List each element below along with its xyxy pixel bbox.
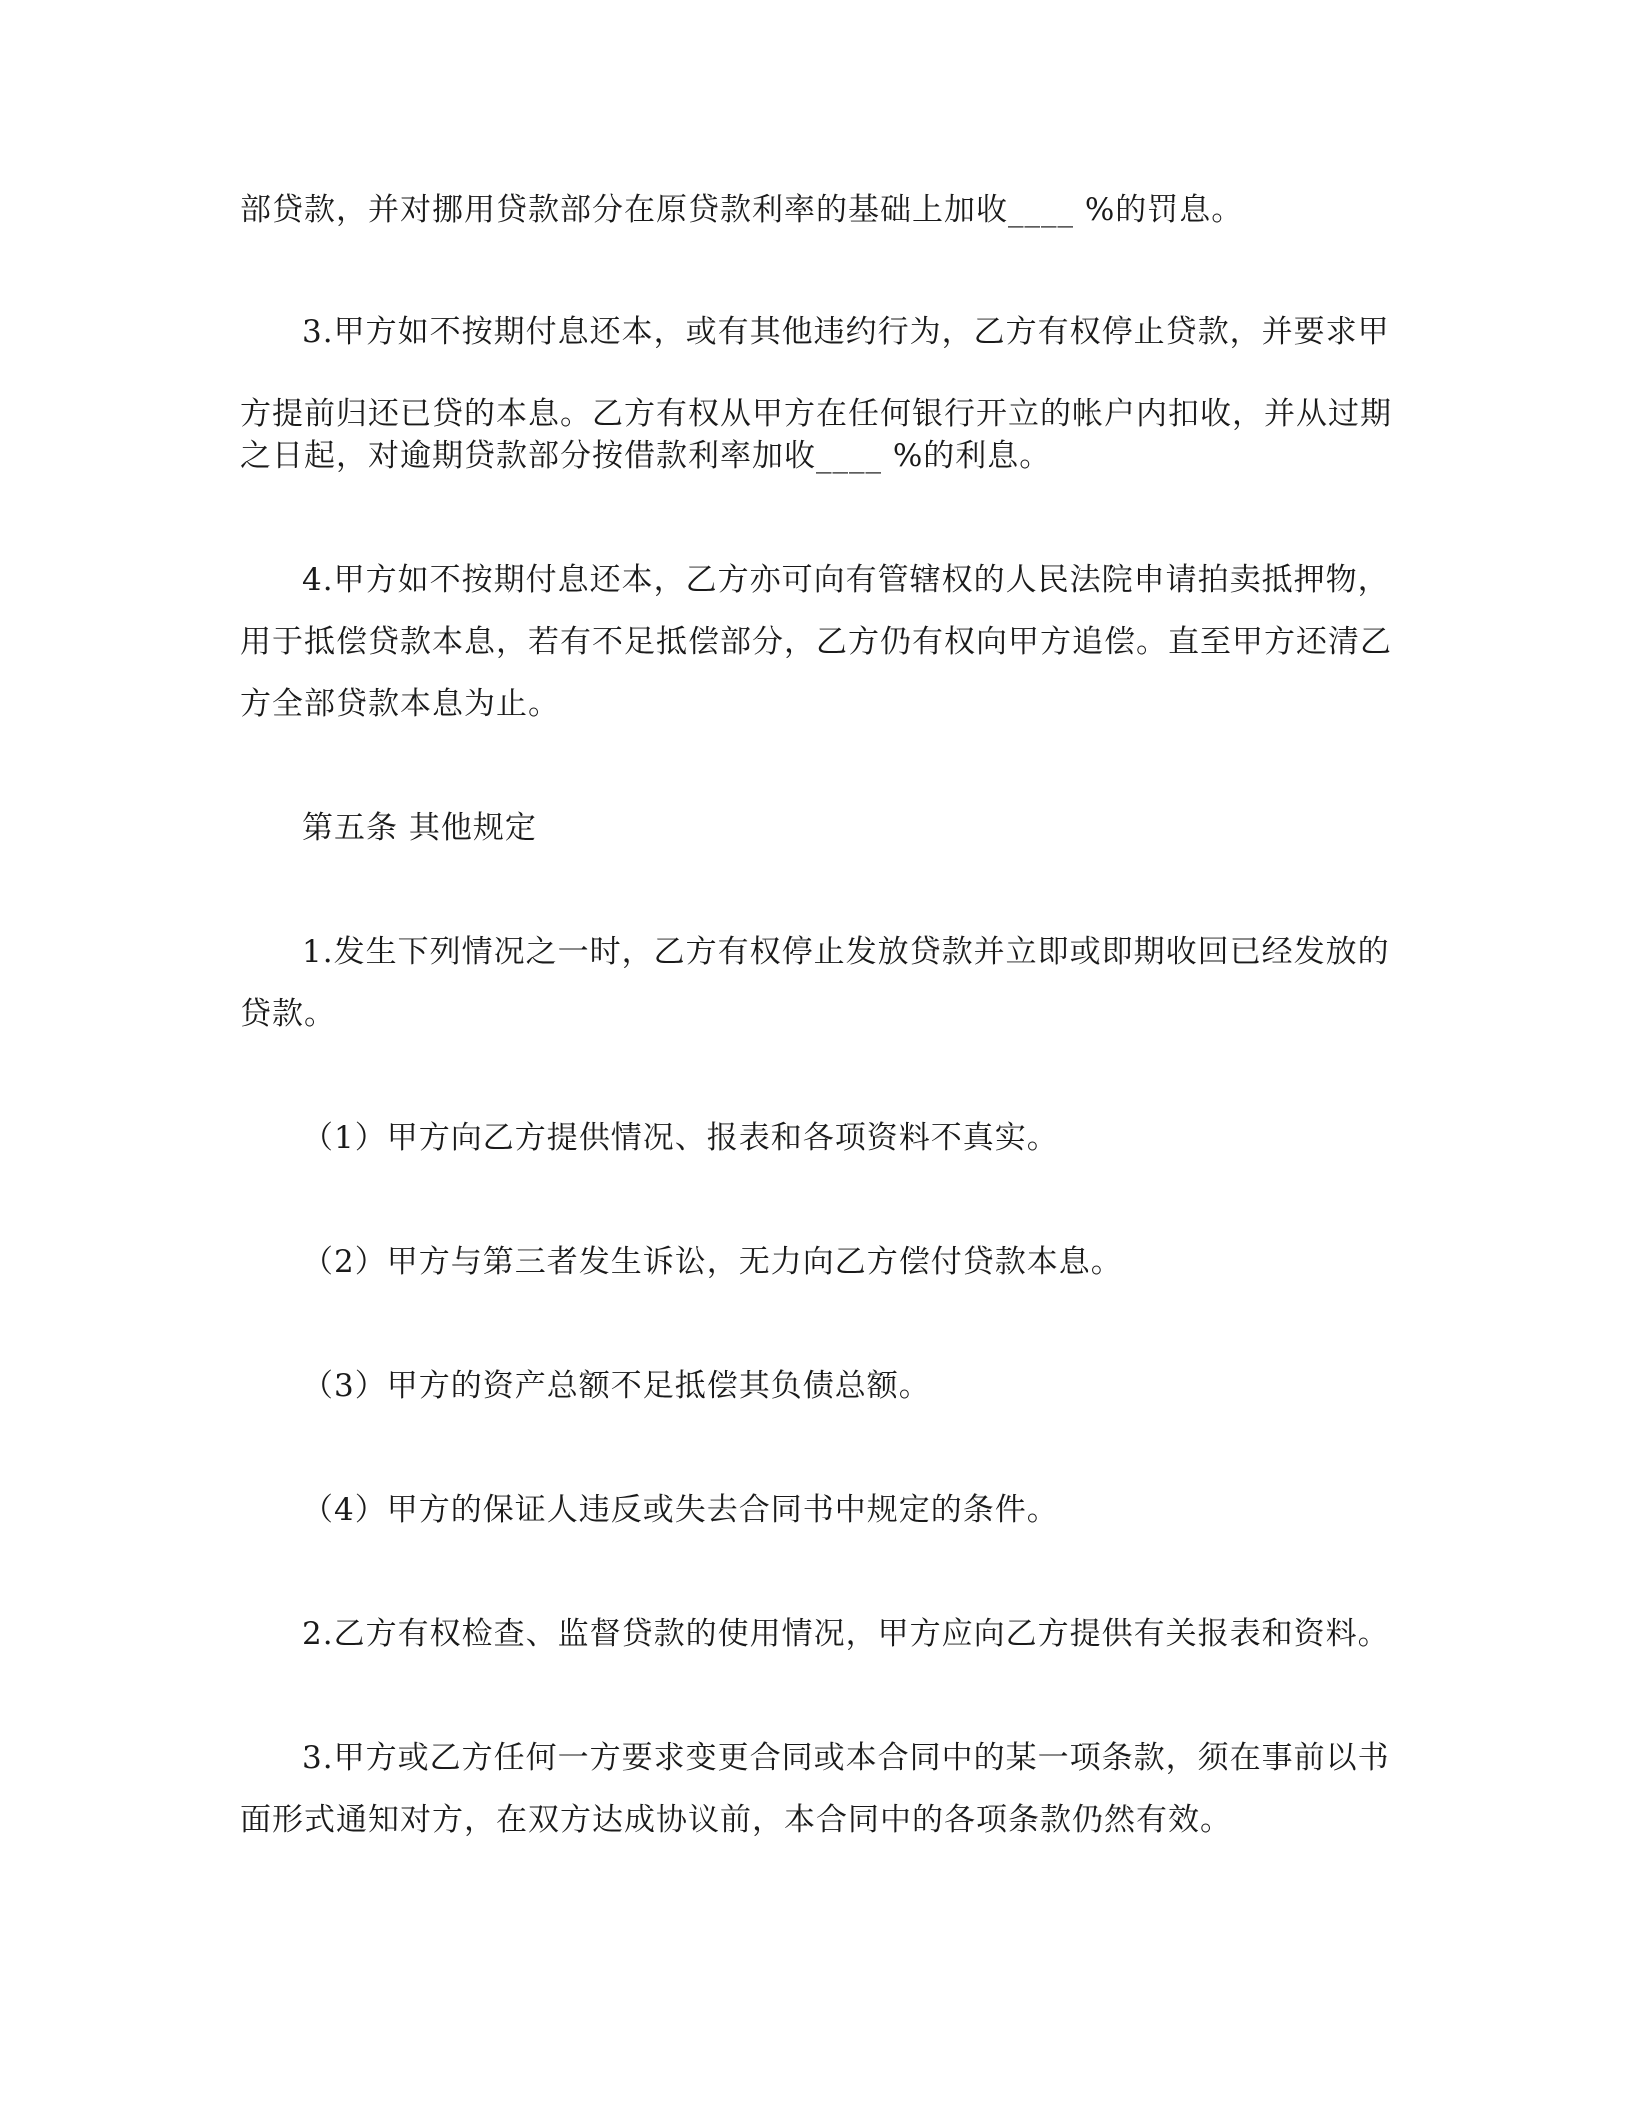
paragraph-line: 3.甲方如不按期付息还本，或有其他违约行为，乙方有权停止贷款，并要求甲 — [302, 314, 1390, 350]
list-item: （4）甲方的保证人违反或失去合同书中规定的条件。 — [302, 1492, 1059, 1528]
list-item: （2）甲方与第三者发生诉讼，无力向乙方偿付贷款本息。 — [302, 1244, 1123, 1280]
paragraph-line: 3.甲方或乙方任何一方要求变更合同或本合同中的某一项条款，须在事前以书 — [302, 1740, 1390, 1776]
list-item: （3）甲方的资产总额不足抵偿其负债总额。 — [302, 1368, 931, 1404]
paragraph-line: 之日起，对逾期贷款部分按借款利率加收____ %的利息。 — [240, 438, 1052, 474]
paragraph-line: 2.乙方有权检查、监督贷款的使用情况，甲方应向乙方提供有关报表和资料。 — [302, 1616, 1390, 1652]
paragraph-line: 用于抵偿贷款本息，若有不足抵偿部分，乙方仍有权向甲方追偿。直至甲方还清乙 — [240, 624, 1392, 660]
paragraph-line: 4.甲方如不按期付息还本，乙方亦可向有管辖权的人民法院申请拍卖抵押物， — [302, 562, 1390, 598]
paragraph-line: 部贷款，并对挪用贷款部分在原贷款利率的基础上加收____ %的罚息。 — [240, 192, 1244, 228]
paragraph-line: 1.发生下列情况之一时，乙方有权停止发放贷款并立即或即期收回已经发放的 — [302, 934, 1390, 970]
paragraph-line: 方提前归还已贷的本息。乙方有权从甲方在任何银行开立的帐户内扣收，并从过期 — [240, 396, 1392, 432]
section-heading: 第五条 其他规定 — [302, 810, 537, 846]
paragraph-line: 贷款。 — [240, 996, 336, 1032]
paragraph-line: 方全部贷款本息为止。 — [240, 686, 560, 722]
list-item: （1）甲方向乙方提供情况、报表和各项资料不真实。 — [302, 1120, 1059, 1156]
paragraph-line: 面形式通知对方，在双方达成协议前，本合同中的各项条款仍然有效。 — [240, 1802, 1232, 1838]
